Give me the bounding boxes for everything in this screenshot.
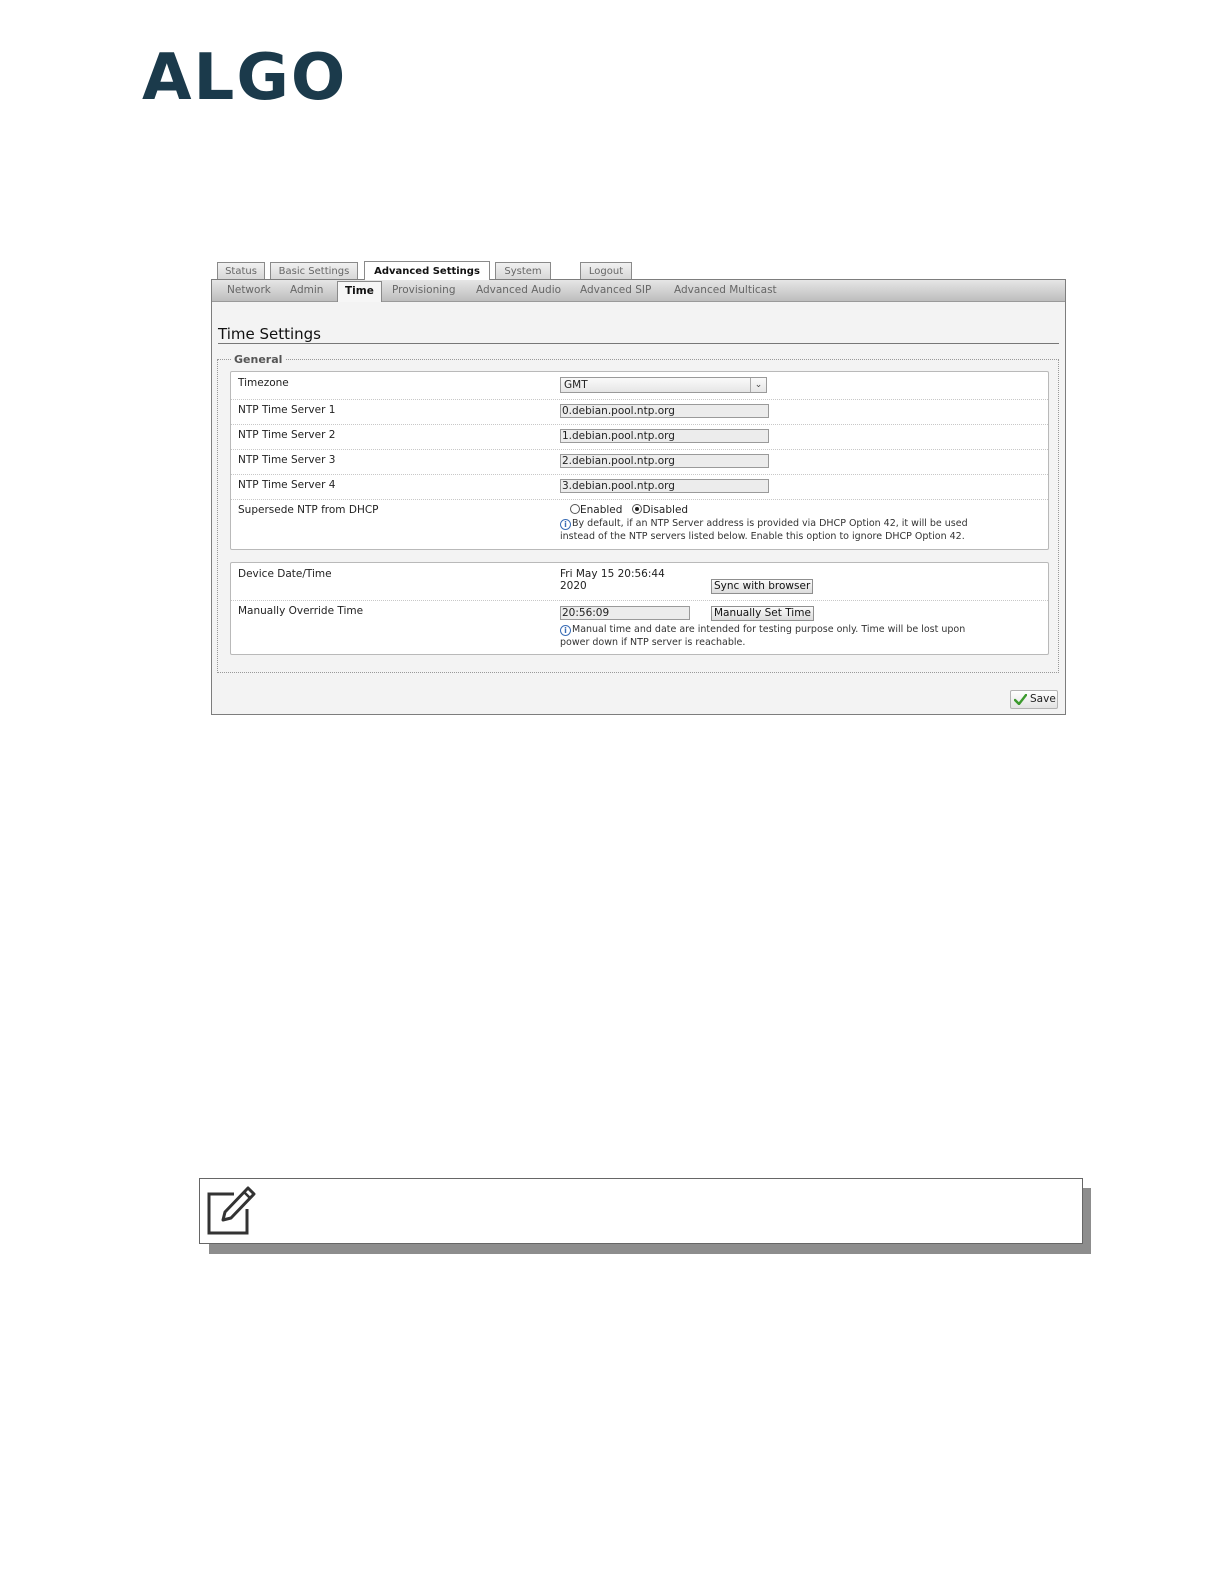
ntp2-input[interactable]: 1.debian.pool.ntp.org [560,429,769,443]
enabled-radio[interactable] [570,504,580,514]
timezone-row [231,372,1048,400]
supersede-info-line2: instead of the NTP servers listed below. Enable this option to ignore DHCP Option 42. [560,530,965,542]
manually-set-time-button[interactable]: Manually Set Time [711,606,814,621]
supersede-label: Supersede NTP from DHCP [238,504,379,516]
supersede-radio-group [570,504,688,516]
ntp1-label: NTP Time Server 1 [238,404,336,416]
ntp4-label: NTP Time Server 4 [238,479,336,491]
timezone-select[interactable] [560,377,767,393]
timezone-label: Timezone [238,377,289,389]
disabled-radio-label: Disabled [642,504,689,516]
datetime-group [230,562,1049,655]
ntp4-input[interactable]: 3.debian.pool.ntp.org [560,479,769,493]
fieldset-legend: General [231,353,285,366]
override-time-input[interactable]: 20:56:09 [560,606,690,620]
device-datetime-line1: Fri May 15 20:56:44 [560,568,665,580]
general-fieldset [217,353,1059,673]
page-title: Time Settings [218,325,322,343]
supersede-info-line1: By default, if an NTP Server address is provided via DHCP Option 42, it will be used [572,518,968,529]
ntp4-row [231,474,1048,500]
subtab-advanced-sip[interactable]: Advanced SIP [580,284,652,296]
timezone-value: GMT [564,379,588,391]
ntp3-input[interactable]: 2.debian.pool.ntp.org [560,454,769,468]
info-icon: i [560,625,571,636]
tab-logout[interactable]: Logout [580,262,632,279]
ntp3-row [231,449,1048,475]
device-datetime-line2: 2020 [560,580,587,592]
ntp3-label: NTP Time Server 3 [238,454,336,466]
info-icon: i [560,519,571,530]
tab-status[interactable]: Status [217,262,265,279]
supersede-row [231,499,1048,549]
supersede-info-text [560,518,1030,543]
algo-logo: ALGO [142,41,348,115]
check-icon [1014,694,1027,705]
device-datetime-label: Device Date/Time [238,568,332,580]
override-time-row [231,600,1048,654]
subtab-advanced-audio[interactable]: Advanced Audio [476,284,562,296]
enabled-radio-label: Enabled [580,504,623,516]
sync-with-browser-button[interactable]: Sync with browser [711,579,813,594]
override-info-line2: power down if NTP server is reachable. [560,636,746,648]
override-time-label: Manually Override Time [238,605,364,617]
override-info-line1: Manual time and date are intended for testing purpose only. Time will be lost upon [572,624,966,635]
device-datetime-value [560,568,665,592]
ntp-settings-group [230,371,1049,550]
note-box [199,1178,1083,1244]
tab-system[interactable]: System [495,262,551,279]
chevron-down-icon: ⌄ [750,378,766,392]
save-button[interactable] [1010,690,1058,709]
title-divider [218,343,1059,344]
subtab-time[interactable]: Time [337,281,382,302]
ntp2-row [231,424,1048,450]
tab-advanced-settings[interactable]: Advanced Settings [364,261,490,280]
override-info-text [560,624,1030,649]
ntp1-input[interactable]: 0.debian.pool.ntp.org [560,404,769,418]
subtab-admin[interactable]: Admin [290,284,324,296]
ntp1-row [231,399,1048,425]
disabled-radio[interactable] [632,504,642,514]
tab-basic-settings[interactable]: Basic Settings [270,262,358,279]
settings-panel [211,279,1066,715]
device-datetime-row [231,563,1048,601]
edit-note-icon [204,1185,256,1237]
subtab-advanced-multicast[interactable]: Advanced Multicast [674,284,777,296]
ntp2-label: NTP Time Server 2 [238,429,336,441]
sub-tab-bar [212,280,1065,302]
subtab-provisioning[interactable]: Provisioning [392,284,456,296]
subtab-network[interactable]: Network [227,284,271,296]
save-label: Save [1030,693,1056,705]
